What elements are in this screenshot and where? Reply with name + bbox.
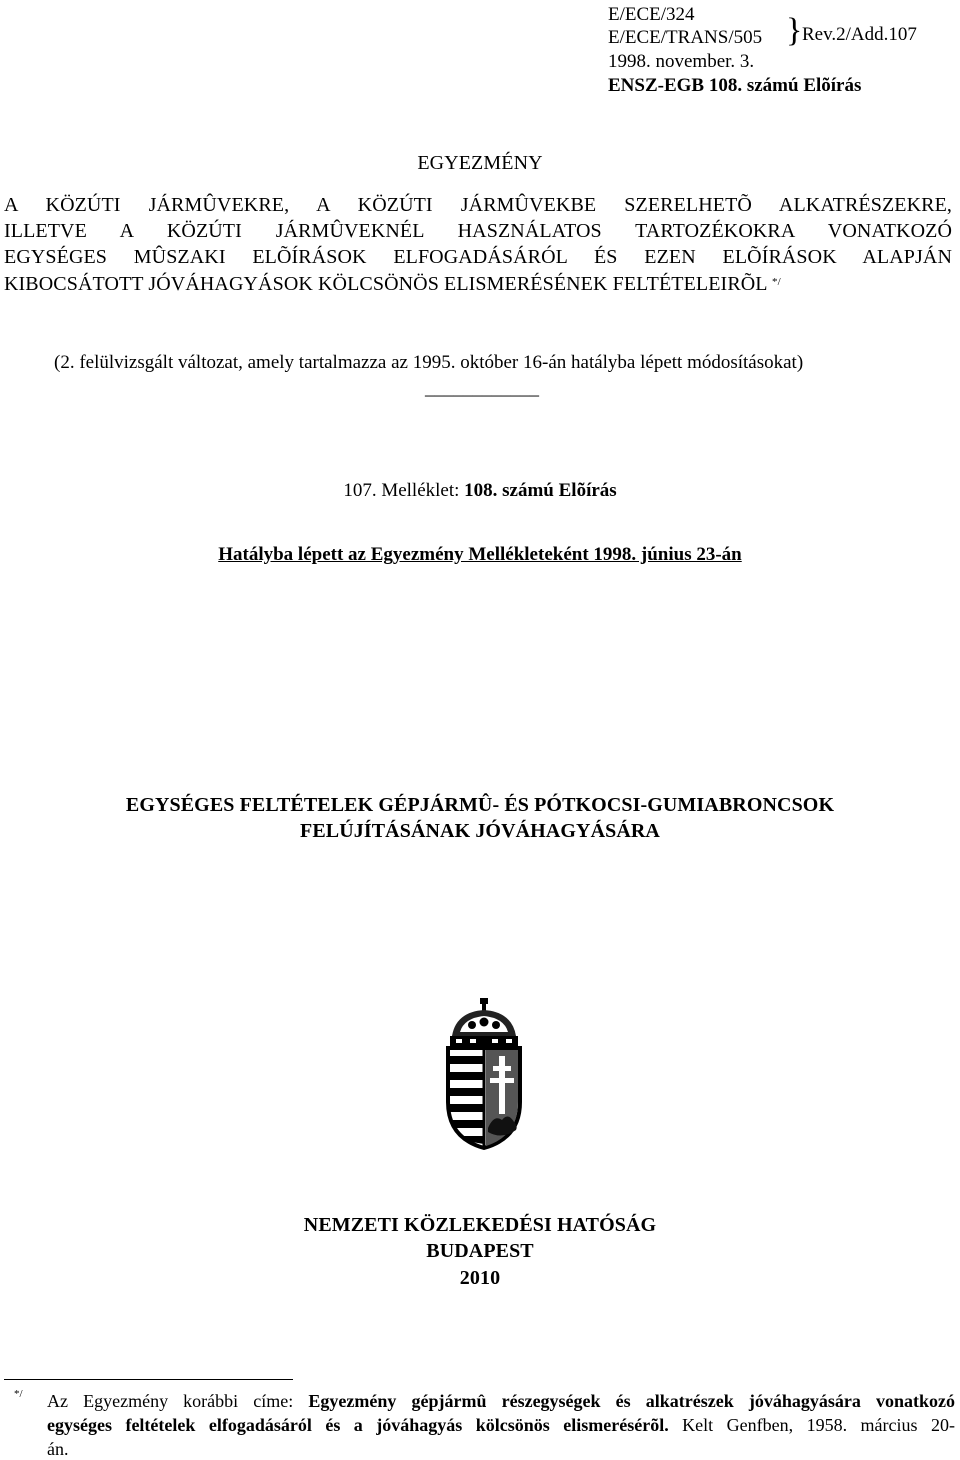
annex-line [0, 480, 960, 502]
footnote-line-2 [47, 1414, 955, 1436]
footnote-reference: */ [772, 276, 781, 288]
separator-line: ____________ [425, 378, 539, 399]
agreement-title-line-4-text: KIBOCSÁTOTT JÓVÁHAGYÁSOK KÖLCSÖNÖS ELISMERÉSÉNEK FELTÉTELEIRÕL [4, 273, 767, 295]
annex-label: 107. Melléklet: [343, 480, 465, 501]
footnote-prefix: Az Egyezmény korábbi címe: [47, 1391, 309, 1411]
agreement-title-line-1: A KÖZÚTI JÁRMÛVEKRE, A KÖZÚTI JÁRMÛVEKBE SZERELHETÕ ALKATRÉSZEKRE, [4, 194, 952, 216]
footnote-line-3: án. [47, 1439, 69, 1459]
footnote-suffix: Kelt Genfben, 1958. március 20- [668, 1415, 956, 1435]
annex-regulation: 108. számú Elõírás [464, 480, 617, 501]
doc-symbol-2: E/ECE/TRANS/505 [608, 27, 763, 48]
doc-symbol-1: E/ECE/324 [608, 4, 695, 25]
agreement-title-line-2: ILLETVE A KÖZÚTI JÁRMÛVEKNÉL HASZNÁLATOS TARTOZÉKOKRA VONATKOZÓ [4, 220, 952, 242]
publisher-city: BUDAPEST [426, 1240, 534, 1262]
footnote-marker: */ [14, 1388, 23, 1400]
agreement-heading: EGYEZMÉNY [417, 152, 543, 174]
regulation-title-line-1: EGYSÉGES FELTÉTELEK GÉPJÁRMÛ- ÉS PÓTKOCSI-GUMIABRONCSOK [125, 794, 835, 816]
footnote-line-1 [47, 1390, 955, 1412]
brace-symbol: } [786, 12, 803, 49]
publication-year: 2010 [459, 1267, 501, 1289]
regulation-prefix: ENSZ-EGB [608, 75, 709, 96]
revision-number: Rev.2/Add.107 [802, 24, 917, 45]
entry-into-force: Hatályba lépett az Egyezmény Mellékleteként 1998. június 23-án [218, 544, 742, 565]
footnote-former-title-2: egységes feltételek elfogadásáról és a jóváhagyás kölcsönös elismerésérõl. [47, 1415, 669, 1435]
agreement-title-line-3: EGYSÉGES MÛSZAKI ELÕÍRÁSOK ELFOGADÁSÁRÓL ÉS EZEN ELÕÍRÁSOK ALAPJÁN [4, 246, 952, 268]
document-date: 1998. november. 3. [608, 51, 755, 72]
hungarian-coat-of-arms-icon [442, 998, 526, 1150]
regulation-name: 108. számú Elõírás [708, 75, 862, 96]
agreement-title-line-4 [4, 271, 781, 297]
regulation-title-line-2: FELÚJÍTÁSÁNAK JÓVÁHAGYÁSÁRA [300, 820, 660, 842]
regulation-header [608, 74, 861, 97]
footnote-former-title-1: Egyezmény gépjármû részegységek és alkatrészek jóváhagyására vonatkozó [308, 1391, 955, 1411]
footnote-separator [4, 1379, 293, 1380]
revision-note: (2. felülvizsgált változat, amely tartalmazza az 1995. október 16-án hatályba lépett módosításokat) [54, 352, 804, 373]
publisher-name: NEMZETI KÖZLEKEDÉSI HATÓSÁG [303, 1214, 657, 1236]
